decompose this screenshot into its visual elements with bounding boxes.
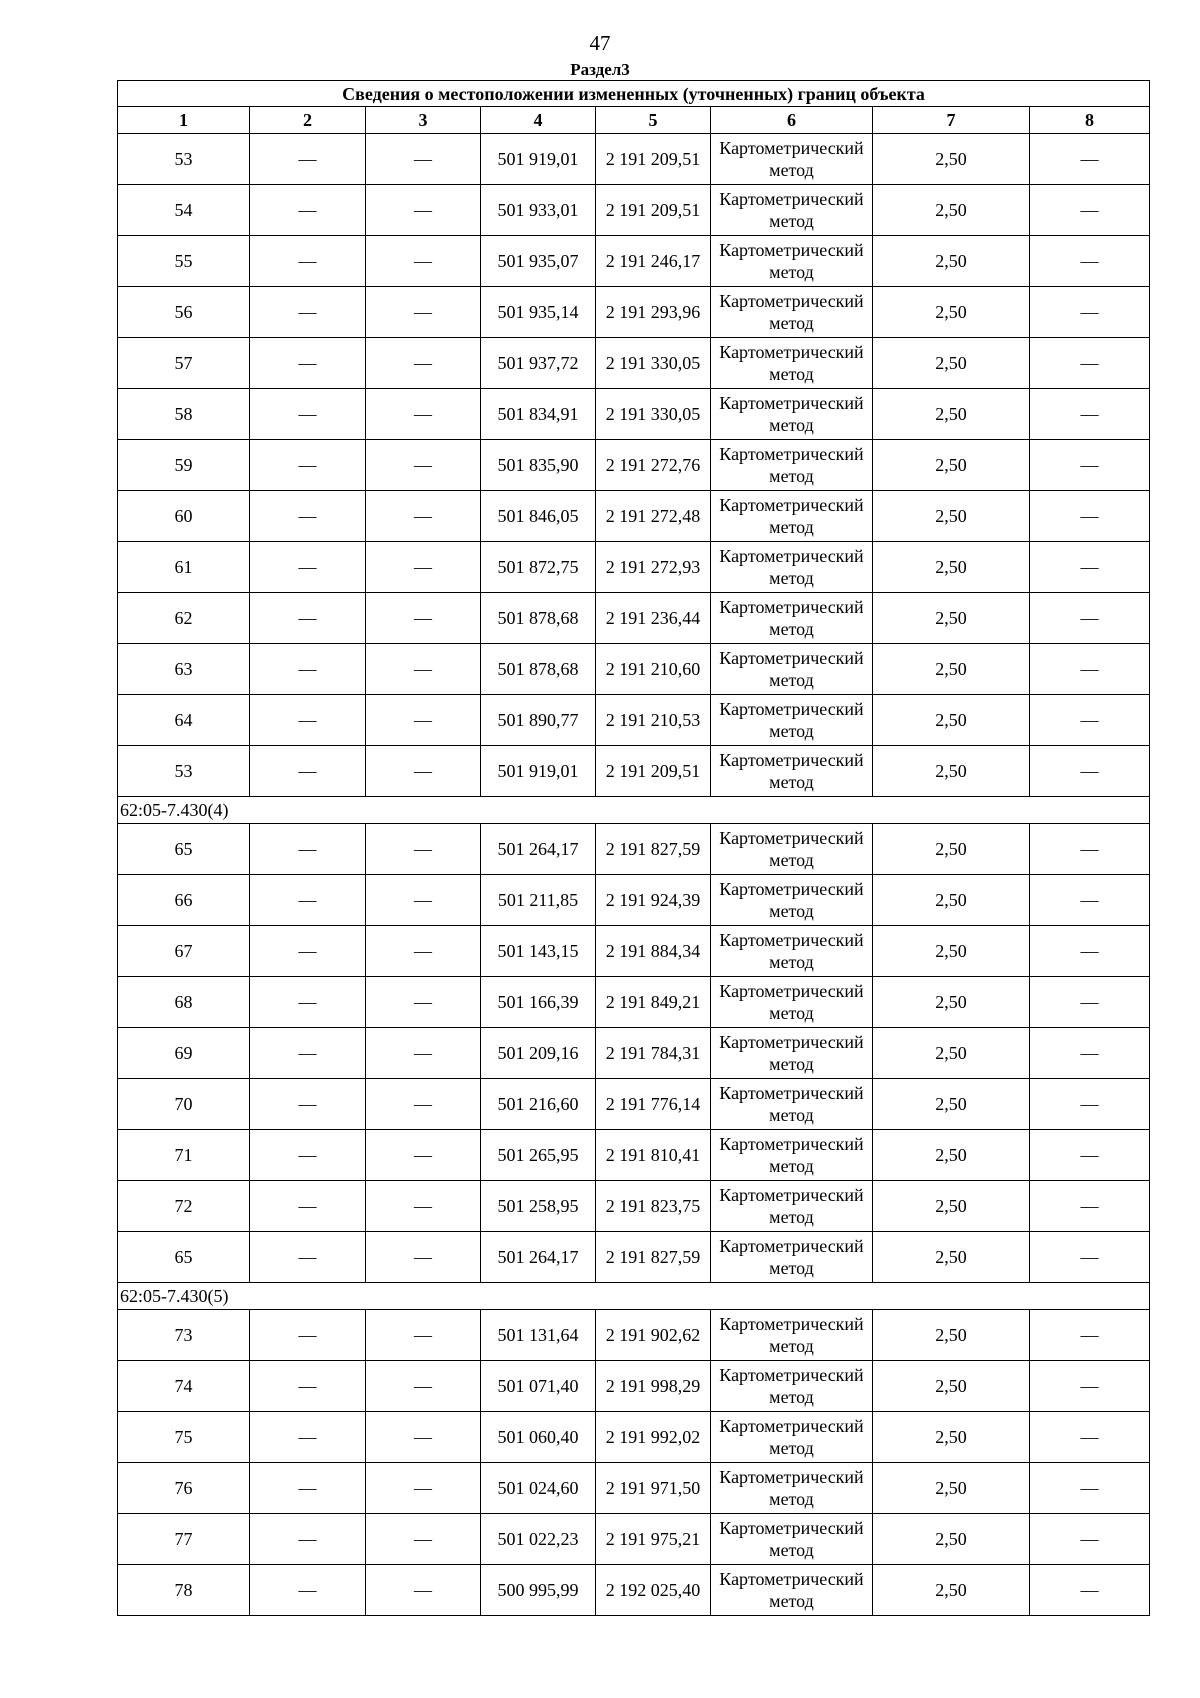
y-coordinate-cell: 2 191 209,51: [596, 746, 711, 797]
col8-cell: —: [1030, 1361, 1150, 1412]
point-number-cell: 72: [118, 1181, 250, 1232]
table-row: [118, 1412, 1150, 1463]
point-number-cell: 70: [118, 1079, 250, 1130]
col3-cell: —: [366, 1028, 481, 1079]
accuracy-cell: 2,50: [873, 1463, 1030, 1514]
col8-cell: —: [1030, 1232, 1150, 1283]
accuracy-cell: 2,50: [873, 1565, 1030, 1616]
x-coordinate-cell: 501 022,23: [481, 1514, 596, 1565]
y-coordinate-cell: 2 191 330,05: [596, 338, 711, 389]
col3-cell: —: [366, 1565, 481, 1616]
accuracy-cell: 2,50: [873, 1361, 1030, 1412]
y-coordinate-cell: 2 191 210,53: [596, 695, 711, 746]
point-number-cell: 73: [118, 1310, 250, 1361]
method-cell: Картометрический метод: [711, 1565, 873, 1616]
point-number-cell: 56: [118, 287, 250, 338]
method-cell: Картометрический метод: [711, 824, 873, 875]
table-row: [118, 389, 1150, 440]
col2-cell: —: [250, 1232, 366, 1283]
col3-cell: —: [366, 1181, 481, 1232]
method-cell: Картометрический метод: [711, 1079, 873, 1130]
col2-cell: —: [250, 593, 366, 644]
col2-cell: —: [250, 695, 366, 746]
x-coordinate-cell: 501 216,60: [481, 1079, 596, 1130]
x-coordinate-cell: 501 131,64: [481, 1310, 596, 1361]
section-label: 62:05-7.430(5): [118, 1283, 1150, 1310]
col8-cell: —: [1030, 236, 1150, 287]
col3-cell: —: [366, 695, 481, 746]
y-coordinate-cell: 2 191 330,05: [596, 389, 711, 440]
col2-cell: —: [250, 644, 366, 695]
col8-cell: —: [1030, 542, 1150, 593]
accuracy-cell: 2,50: [873, 1079, 1030, 1130]
method-cell: Картометрический метод: [711, 236, 873, 287]
col3-cell: —: [366, 1079, 481, 1130]
method-cell: Картометрический метод: [711, 1232, 873, 1283]
col3-cell: —: [366, 389, 481, 440]
table-row: [118, 1181, 1150, 1232]
accuracy-cell: 2,50: [873, 338, 1030, 389]
point-number-cell: 58: [118, 389, 250, 440]
table-body: [118, 134, 1150, 1616]
y-coordinate-cell: 2 191 992,02: [596, 1412, 711, 1463]
col8-cell: —: [1030, 1565, 1150, 1616]
col8-cell: —: [1030, 389, 1150, 440]
point-number-cell: 55: [118, 236, 250, 287]
y-coordinate-cell: 2 192 025,40: [596, 1565, 711, 1616]
col2-cell: —: [250, 977, 366, 1028]
y-coordinate-cell: 2 191 884,34: [596, 926, 711, 977]
point-number-cell: 69: [118, 1028, 250, 1079]
point-number-cell: 78: [118, 1565, 250, 1616]
method-cell: Картометрический метод: [711, 491, 873, 542]
accuracy-cell: 2,50: [873, 695, 1030, 746]
col8-cell: —: [1030, 926, 1150, 977]
point-number-cell: 60: [118, 491, 250, 542]
col8-cell: —: [1030, 824, 1150, 875]
accuracy-cell: 2,50: [873, 491, 1030, 542]
table-row: [118, 338, 1150, 389]
x-coordinate-cell: 501 834,91: [481, 389, 596, 440]
table-row: [118, 926, 1150, 977]
point-number-cell: 66: [118, 875, 250, 926]
point-number-cell: 65: [118, 824, 250, 875]
y-coordinate-cell: 2 191 272,76: [596, 440, 711, 491]
col2-cell: —: [250, 1079, 366, 1130]
col3-cell: —: [366, 875, 481, 926]
accuracy-cell: 2,50: [873, 1130, 1030, 1181]
x-coordinate-cell: 501 919,01: [481, 134, 596, 185]
method-cell: Картометрический метод: [711, 1181, 873, 1232]
accuracy-cell: 2,50: [873, 875, 1030, 926]
method-cell: Картометрический метод: [711, 1463, 873, 1514]
col3-cell: —: [366, 926, 481, 977]
table-row: [118, 491, 1150, 542]
col8-cell: —: [1030, 1028, 1150, 1079]
accuracy-cell: 2,50: [873, 644, 1030, 695]
method-cell: Картометрический метод: [711, 593, 873, 644]
column-header: 7: [873, 107, 1030, 134]
col2-cell: —: [250, 185, 366, 236]
accuracy-cell: 2,50: [873, 1232, 1030, 1283]
col8-cell: —: [1030, 491, 1150, 542]
accuracy-cell: 2,50: [873, 1514, 1030, 1565]
x-coordinate-cell: 501 060,40: [481, 1412, 596, 1463]
accuracy-cell: 2,50: [873, 824, 1030, 875]
table-row: [118, 593, 1150, 644]
col2-cell: —: [250, 236, 366, 287]
col8-cell: —: [1030, 1310, 1150, 1361]
method-cell: Картометрический метод: [711, 287, 873, 338]
col3-cell: —: [366, 542, 481, 593]
x-coordinate-cell: 501 264,17: [481, 1232, 596, 1283]
col2-cell: —: [250, 1463, 366, 1514]
point-number-cell: 54: [118, 185, 250, 236]
accuracy-cell: 2,50: [873, 1028, 1030, 1079]
y-coordinate-cell: 2 191 246,17: [596, 236, 711, 287]
boundary-coordinates-table: [117, 80, 1150, 1616]
table-row: [118, 977, 1150, 1028]
x-coordinate-cell: 501 919,01: [481, 746, 596, 797]
col8-cell: —: [1030, 1079, 1150, 1130]
table-row: [118, 1514, 1150, 1565]
point-number-cell: 71: [118, 1130, 250, 1181]
y-coordinate-cell: 2 191 209,51: [596, 185, 711, 236]
accuracy-cell: 2,50: [873, 1310, 1030, 1361]
accuracy-cell: 2,50: [873, 134, 1030, 185]
col2-cell: —: [250, 287, 366, 338]
table-row: [118, 440, 1150, 491]
y-coordinate-cell: 2 191 810,41: [596, 1130, 711, 1181]
y-coordinate-cell: 2 191 975,21: [596, 1514, 711, 1565]
col8-cell: —: [1030, 185, 1150, 236]
col3-cell: —: [366, 1361, 481, 1412]
y-coordinate-cell: 2 191 998,29: [596, 1361, 711, 1412]
method-cell: Картометрический метод: [711, 1130, 873, 1181]
point-number-cell: 53: [118, 746, 250, 797]
col2-cell: —: [250, 746, 366, 797]
y-coordinate-cell: 2 191 784,31: [596, 1028, 711, 1079]
x-coordinate-cell: 501 890,77: [481, 695, 596, 746]
table-row: [118, 824, 1150, 875]
y-coordinate-cell: 2 191 236,44: [596, 593, 711, 644]
col3-cell: —: [366, 491, 481, 542]
point-number-cell: 75: [118, 1412, 250, 1463]
table-row: [118, 236, 1150, 287]
y-coordinate-cell: 2 191 902,62: [596, 1310, 711, 1361]
table-row: [118, 1361, 1150, 1412]
col8-cell: —: [1030, 695, 1150, 746]
point-number-cell: 57: [118, 338, 250, 389]
accuracy-cell: 2,50: [873, 236, 1030, 287]
col8-cell: —: [1030, 977, 1150, 1028]
x-coordinate-cell: 501 166,39: [481, 977, 596, 1028]
y-coordinate-cell: 2 191 823,75: [596, 1181, 711, 1232]
point-number-cell: 64: [118, 695, 250, 746]
accuracy-cell: 2,50: [873, 926, 1030, 977]
col2-cell: —: [250, 1565, 366, 1616]
method-cell: Картометрический метод: [711, 695, 873, 746]
col3-cell: —: [366, 1232, 481, 1283]
method-cell: Картометрический метод: [711, 134, 873, 185]
section-row: [118, 797, 1150, 824]
col2-cell: —: [250, 389, 366, 440]
col2-cell: —: [250, 491, 366, 542]
method-cell: Картометрический метод: [711, 746, 873, 797]
point-number-cell: 68: [118, 977, 250, 1028]
col3-cell: —: [366, 287, 481, 338]
point-number-cell: 77: [118, 1514, 250, 1565]
col8-cell: —: [1030, 644, 1150, 695]
x-coordinate-cell: 501 933,01: [481, 185, 596, 236]
column-header-row: [118, 107, 1150, 134]
accuracy-cell: 2,50: [873, 542, 1030, 593]
accuracy-cell: 2,50: [873, 1181, 1030, 1232]
x-coordinate-cell: 501 264,17: [481, 824, 596, 875]
x-coordinate-cell: 501 878,68: [481, 644, 596, 695]
column-header: 3: [366, 107, 481, 134]
table-row: [118, 185, 1150, 236]
col8-cell: —: [1030, 440, 1150, 491]
col3-cell: —: [366, 824, 481, 875]
method-cell: Картометрический метод: [711, 875, 873, 926]
col8-cell: —: [1030, 746, 1150, 797]
accuracy-cell: 2,50: [873, 389, 1030, 440]
accuracy-cell: 2,50: [873, 977, 1030, 1028]
method-cell: Картометрический метод: [711, 338, 873, 389]
y-coordinate-cell: 2 191 827,59: [596, 824, 711, 875]
section-title: Раздел3: [570, 60, 630, 79]
accuracy-cell: 2,50: [873, 746, 1030, 797]
col3-cell: —: [366, 338, 481, 389]
method-cell: Картометрический метод: [711, 1361, 873, 1412]
y-coordinate-cell: 2 191 209,51: [596, 134, 711, 185]
column-header: 2: [250, 107, 366, 134]
table-row: [118, 1028, 1150, 1079]
col2-cell: —: [250, 440, 366, 491]
method-cell: Картометрический метод: [711, 644, 873, 695]
x-coordinate-cell: 501 872,75: [481, 542, 596, 593]
col8-cell: —: [1030, 338, 1150, 389]
col2-cell: —: [250, 1028, 366, 1079]
col2-cell: —: [250, 926, 366, 977]
y-coordinate-cell: 2 191 272,93: [596, 542, 711, 593]
col2-cell: —: [250, 1181, 366, 1232]
column-header: 6: [711, 107, 873, 134]
col8-cell: —: [1030, 875, 1150, 926]
col3-cell: —: [366, 440, 481, 491]
table-row: [118, 134, 1150, 185]
col3-cell: —: [366, 1130, 481, 1181]
col2-cell: —: [250, 1412, 366, 1463]
table-row: [118, 1079, 1150, 1130]
col3-cell: —: [366, 1412, 481, 1463]
col2-cell: —: [250, 338, 366, 389]
col2-cell: —: [250, 134, 366, 185]
col8-cell: —: [1030, 1130, 1150, 1181]
method-cell: Картометрический метод: [711, 542, 873, 593]
method-cell: Картометрический метод: [711, 977, 873, 1028]
table-row: [118, 1130, 1150, 1181]
x-coordinate-cell: 501 878,68: [481, 593, 596, 644]
table-caption: Сведения о местоположении измененных (уточненных) границ объекта: [118, 81, 1150, 107]
table-row: [118, 542, 1150, 593]
point-number-cell: 59: [118, 440, 250, 491]
column-header: 4: [481, 107, 596, 134]
method-cell: Картометрический метод: [711, 926, 873, 977]
method-cell: Картометрический метод: [711, 185, 873, 236]
point-number-cell: 67: [118, 926, 250, 977]
col8-cell: —: [1030, 1412, 1150, 1463]
col2-cell: —: [250, 875, 366, 926]
x-coordinate-cell: 501 935,14: [481, 287, 596, 338]
col2-cell: —: [250, 542, 366, 593]
accuracy-cell: 2,50: [873, 185, 1030, 236]
x-coordinate-cell: 501 265,95: [481, 1130, 596, 1181]
y-coordinate-cell: 2 191 924,39: [596, 875, 711, 926]
page-number: 47: [589, 31, 611, 55]
y-coordinate-cell: 2 191 827,59: [596, 1232, 711, 1283]
col3-cell: —: [366, 593, 481, 644]
col8-cell: —: [1030, 1463, 1150, 1514]
x-coordinate-cell: 501 835,90: [481, 440, 596, 491]
accuracy-cell: 2,50: [873, 1412, 1030, 1463]
method-cell: Картометрический метод: [711, 1412, 873, 1463]
x-coordinate-cell: 501 071,40: [481, 1361, 596, 1412]
column-header: 5: [596, 107, 711, 134]
column-header: 1: [118, 107, 250, 134]
section-row: [118, 1283, 1150, 1310]
accuracy-cell: 2,50: [873, 287, 1030, 338]
col2-cell: —: [250, 1130, 366, 1181]
x-coordinate-cell: 501 846,05: [481, 491, 596, 542]
x-coordinate-cell: 501 258,95: [481, 1181, 596, 1232]
x-coordinate-cell: 501 209,16: [481, 1028, 596, 1079]
table-row: [118, 287, 1150, 338]
point-number-cell: 61: [118, 542, 250, 593]
point-number-cell: 63: [118, 644, 250, 695]
col3-cell: —: [366, 1463, 481, 1514]
method-cell: Картометрический метод: [711, 1310, 873, 1361]
col8-cell: —: [1030, 1181, 1150, 1232]
table-row: [118, 1463, 1150, 1514]
y-coordinate-cell: 2 191 776,14: [596, 1079, 711, 1130]
section-label: 62:05-7.430(4): [118, 797, 1150, 824]
col8-cell: —: [1030, 593, 1150, 644]
y-coordinate-cell: 2 191 272,48: [596, 491, 711, 542]
x-coordinate-cell: 501 937,72: [481, 338, 596, 389]
column-header: 8: [1030, 107, 1150, 134]
method-cell: Картометрический метод: [711, 440, 873, 491]
col2-cell: —: [250, 1361, 366, 1412]
y-coordinate-cell: 2 191 849,21: [596, 977, 711, 1028]
method-cell: Картометрический метод: [711, 389, 873, 440]
col3-cell: —: [366, 236, 481, 287]
col3-cell: —: [366, 1514, 481, 1565]
table-row: [118, 746, 1150, 797]
col2-cell: —: [250, 1514, 366, 1565]
y-coordinate-cell: 2 191 971,50: [596, 1463, 711, 1514]
table-row: [118, 644, 1150, 695]
point-number-cell: 53: [118, 134, 250, 185]
table-row: [118, 1565, 1150, 1616]
col3-cell: —: [366, 746, 481, 797]
col2-cell: —: [250, 1310, 366, 1361]
col3-cell: —: [366, 1310, 481, 1361]
col3-cell: —: [366, 185, 481, 236]
x-coordinate-cell: 501 143,15: [481, 926, 596, 977]
point-number-cell: 65: [118, 1232, 250, 1283]
method-cell: Картометрический метод: [711, 1028, 873, 1079]
col3-cell: —: [366, 134, 481, 185]
accuracy-cell: 2,50: [873, 440, 1030, 491]
col3-cell: —: [366, 977, 481, 1028]
col2-cell: —: [250, 824, 366, 875]
point-number-cell: 76: [118, 1463, 250, 1514]
point-number-cell: 62: [118, 593, 250, 644]
table-row: [118, 875, 1150, 926]
table-row: [118, 1310, 1150, 1361]
col3-cell: —: [366, 644, 481, 695]
x-coordinate-cell: 501 211,85: [481, 875, 596, 926]
col8-cell: —: [1030, 287, 1150, 338]
x-coordinate-cell: 500 995,99: [481, 1565, 596, 1616]
table-row: [118, 695, 1150, 746]
method-cell: Картометрический метод: [711, 1514, 873, 1565]
y-coordinate-cell: 2 191 210,60: [596, 644, 711, 695]
x-coordinate-cell: 501 935,07: [481, 236, 596, 287]
y-coordinate-cell: 2 191 293,96: [596, 287, 711, 338]
table-row: [118, 1232, 1150, 1283]
point-number-cell: 74: [118, 1361, 250, 1412]
accuracy-cell: 2,50: [873, 593, 1030, 644]
col8-cell: —: [1030, 1514, 1150, 1565]
x-coordinate-cell: 501 024,60: [481, 1463, 596, 1514]
col8-cell: —: [1030, 134, 1150, 185]
table-caption-row: [118, 81, 1150, 107]
